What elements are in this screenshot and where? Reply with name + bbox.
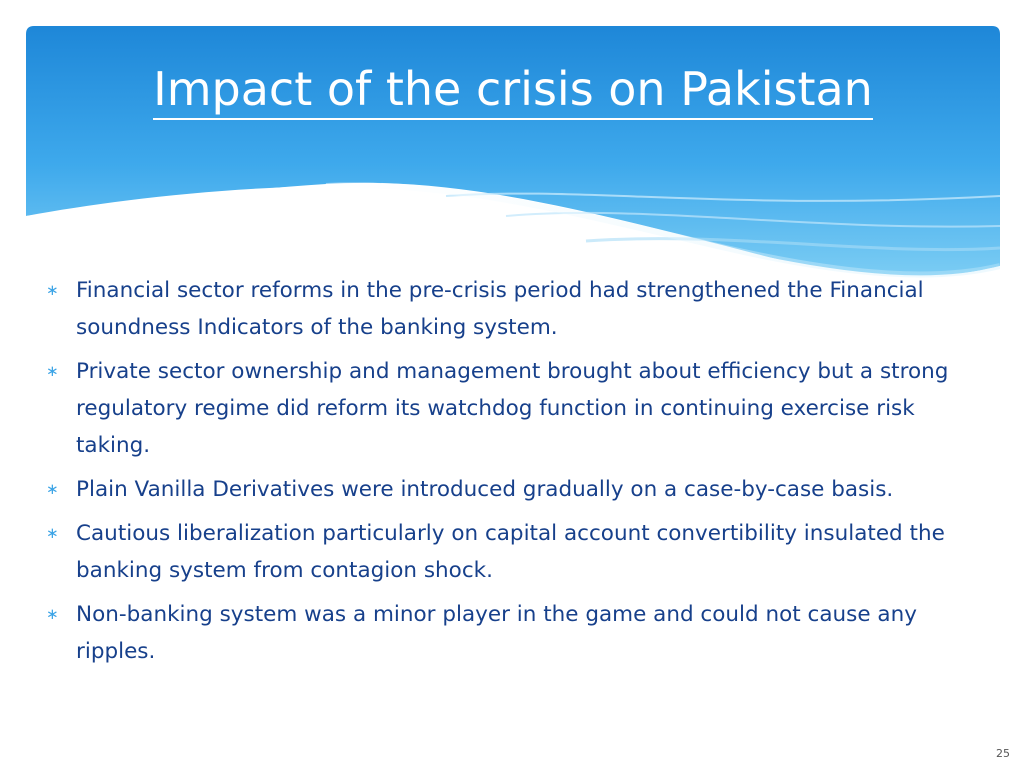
bullet-item: [46, 272, 966, 346]
bullet-text: Financial sector reforms in the pre-crisis period had strengthened the Financial soundness Indicators of the banking system.: [76, 278, 924, 340]
bullet-item: [46, 471, 966, 508]
bullet-list: [46, 272, 966, 677]
page-number: 25: [996, 747, 1010, 760]
bullet-text: Cautious liberalization particularly on capital account convertibility insulated the banking system from contagion shock.: [76, 521, 945, 583]
slide-title-text: Impact of the crisis on Pakistan: [153, 62, 873, 120]
asterisk-bullet-icon: ∗: [46, 480, 59, 498]
asterisk-bullet-icon: ∗: [46, 524, 59, 542]
bullet-text: Private sector ownership and management brought about efficiency but a strong regulatory regime did reform its watchdog function in continuing exercise risk taking.: [76, 359, 949, 458]
bullet-item: [46, 515, 966, 589]
slide-title: [26, 64, 1000, 115]
asterisk-bullet-icon: ∗: [46, 605, 59, 623]
asterisk-bullet-icon: ∗: [46, 362, 59, 380]
bullet-text: Plain Vanilla Derivatives were introduced gradually on a case-by-case basis.: [76, 477, 894, 502]
bullet-item: [46, 596, 966, 670]
bullet-text: Non-banking system was a minor player in the game and could not cause any ripples.: [76, 602, 917, 664]
asterisk-bullet-icon: ∗: [46, 281, 59, 299]
bullet-item: [46, 353, 966, 464]
